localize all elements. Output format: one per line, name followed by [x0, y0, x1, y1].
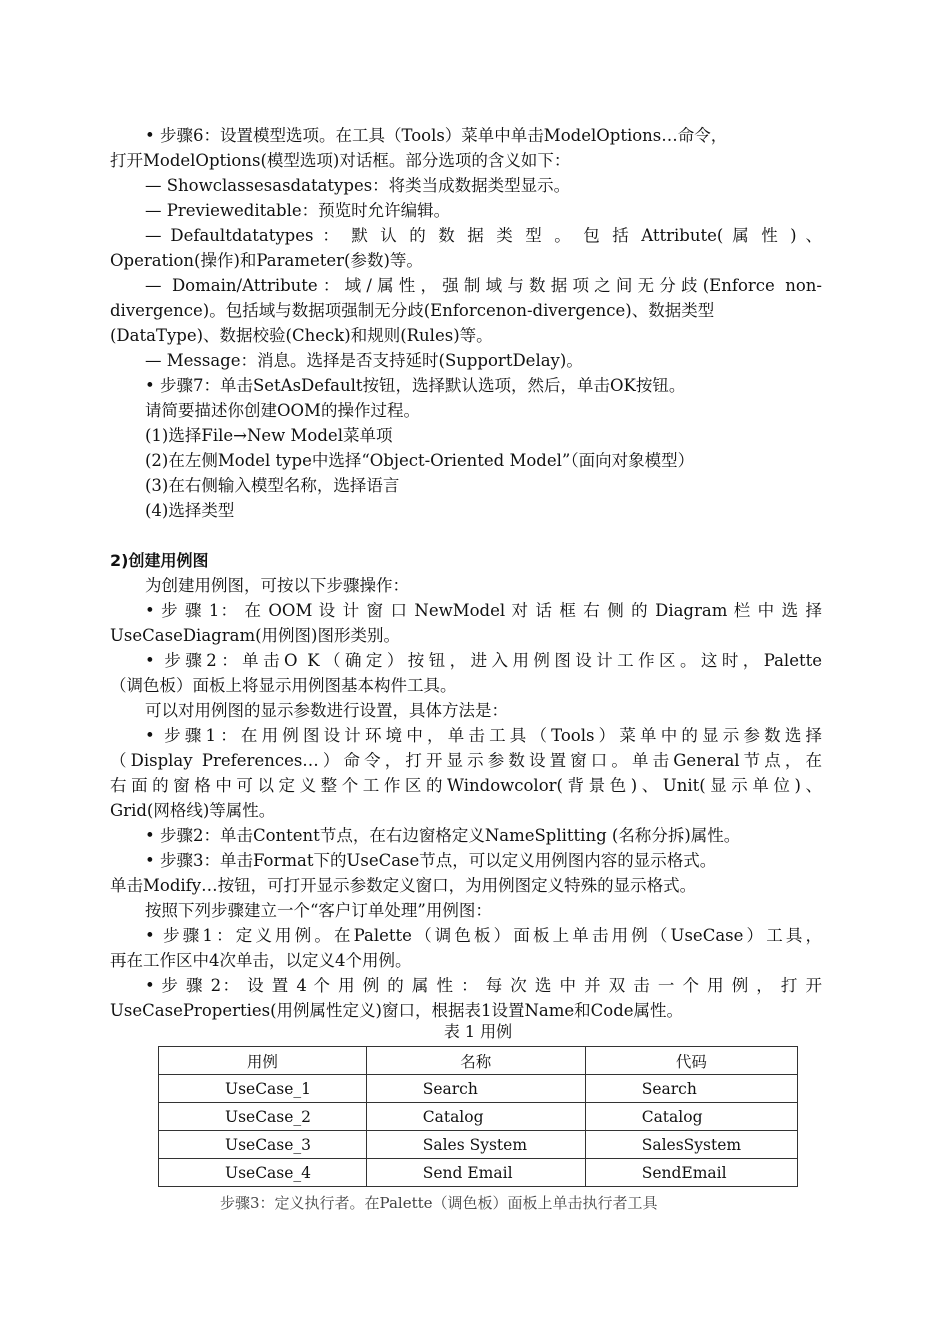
text-line: 请简要描述你创建OOM的操作过程。	[145, 401, 420, 420]
text-line: 为创建用例图，可按以下步骤操作：	[145, 576, 409, 595]
table-cell: Send Email	[366, 1159, 585, 1187]
usecase-table	[158, 1046, 798, 1187]
text-line: (DataType)、数据校验(Check)和规则(Rules)等。	[110, 326, 493, 345]
text-line: — Message：消息。选择是否支持延时(SupportDelay)。	[145, 351, 583, 370]
text-line: — Domain/Attribute：域/属性，强制域与数据项之间无分歧(Enforce non-	[145, 276, 822, 295]
table-header-row	[159, 1047, 798, 1075]
text-line: Grid(网格线)等属性。	[110, 801, 276, 820]
text-line: — Showclassesasdatatypes：将类当成数据类型显示。	[145, 176, 571, 195]
text-line: (2)在左侧Model type中选择“Object-Oriented Model”（面向对象模型）	[145, 451, 695, 470]
text-line: divergence)。包括域与数据项强制无分歧(Enforcenon-divergence)、数据类型	[110, 301, 715, 320]
text-line: 再在工作区中4次单击，以定义4个用例。	[110, 951, 412, 970]
table-cell: SendEmail	[585, 1159, 797, 1187]
text-line: • 步骤6：设置模型选项。在工具（Tools）菜单中单击ModelOptions…命令，	[145, 126, 728, 145]
text-line: — Previeweditable：预览时允许编辑。	[145, 201, 451, 220]
text-line: UseCaseProperties(用例属性定义)窗口，根据表1设置Name和Code属性。	[110, 1001, 684, 1020]
table-header-cell: 代码	[585, 1047, 797, 1075]
table-cell: UseCase_1	[159, 1075, 367, 1103]
text-line: UseCaseDiagram(用例图)图形类别。	[110, 626, 400, 645]
table-cell: UseCase_2	[159, 1103, 367, 1131]
text-line: 右面的窗格中可以定义整个工作区的Windowcolor(背景色)、Unit(显示单位)、	[110, 776, 822, 795]
text-line: Operation(操作)和Parameter(参数)等。	[110, 251, 423, 270]
text-line: • 步骤7：单击SetAsDefault按钮，选择默认选项，然后，单击OK按钮。	[145, 376, 686, 395]
table-cell: UseCase_4	[159, 1159, 367, 1187]
text-line: 单击Modify…按钮，可打开显示参数定义窗口，为用例图定义特殊的显示格式。	[110, 876, 697, 895]
text-line: • 步 骤 1： 在 OOM 设 计 窗 口 NewModel 对 话 框 右 侧 的 Diagram 栏 中 选 择	[145, 601, 822, 620]
text-line: (4)选择类型	[145, 501, 235, 520]
text-line: (3)在右侧输入模型名称，选择语言	[145, 476, 400, 495]
table-row	[159, 1159, 798, 1187]
text-line: • 步骤3：单击Format下的UseCase节点，可以定义用例图内容的显示格式。	[145, 851, 717, 870]
table-cell: Catalog	[366, 1103, 585, 1131]
text-line: 可以对用例图的显示参数进行设置，具体方法是：	[145, 701, 508, 720]
text-line: — Defaultdatatypes ： 默 认 的 数 据 类 型 。 包 括 Attribute( 属 性 ) 、	[145, 226, 822, 245]
text-line: 按照下列步骤建立一个“客户订单处理”用例图：	[145, 901, 492, 920]
table-cell: SalesSystem	[585, 1131, 797, 1159]
table-row	[159, 1131, 798, 1159]
table-caption: 表 1 用例	[443, 1022, 513, 1041]
table-row	[159, 1075, 798, 1103]
table-cell: UseCase_3	[159, 1131, 367, 1159]
cut-off-text-line: 步骤3：定义执行者。在Palette（调色板）面板上单击执行者工具	[220, 1194, 658, 1212]
table-row	[159, 1103, 798, 1131]
text-line: 打开ModelOptions(模型选项)对话框。部分选项的含义如下：	[110, 151, 571, 170]
text-line: （Display Preferences…）命令，打开显示参数设置窗口。单击General节点，在	[110, 751, 822, 770]
table-header-cell: 用例	[159, 1047, 367, 1075]
text-line: (1)选择File→New Model菜单项	[145, 426, 393, 445]
text-line: • 步骤1：定义用例。在Palette（调色板）面板上单击用例（UseCase）工具，	[145, 926, 822, 945]
text-line: • 步 骤 2： 设 置 4 个 用 例 的 属 性 ： 每 次 选 中 并 双 击 一 个 用 例 ， 打 开	[145, 976, 822, 995]
text-line: • 步骤2：单击Content节点，在右边窗格定义NameSplitting (名称分拆)属性。	[145, 826, 741, 845]
table-cell: Catalog	[585, 1103, 797, 1131]
text-line: • 步骤2：单击O K（确定）按钮，进入用例图设计工作区。这时，Palette	[145, 651, 822, 670]
table-cell: Search	[585, 1075, 797, 1103]
text-line: • 步骤1：在用例图设计环境中，单击工具（Tools）菜单中的显示参数选择	[145, 726, 822, 745]
section-heading: 2)创建用例图	[110, 551, 209, 570]
table-header-cell: 名称	[366, 1047, 585, 1075]
text-line: （调色板）面板上将显示用例图基本构件工具。	[110, 676, 457, 695]
table-cell: Search	[366, 1075, 585, 1103]
table-cell: Sales System	[366, 1131, 585, 1159]
